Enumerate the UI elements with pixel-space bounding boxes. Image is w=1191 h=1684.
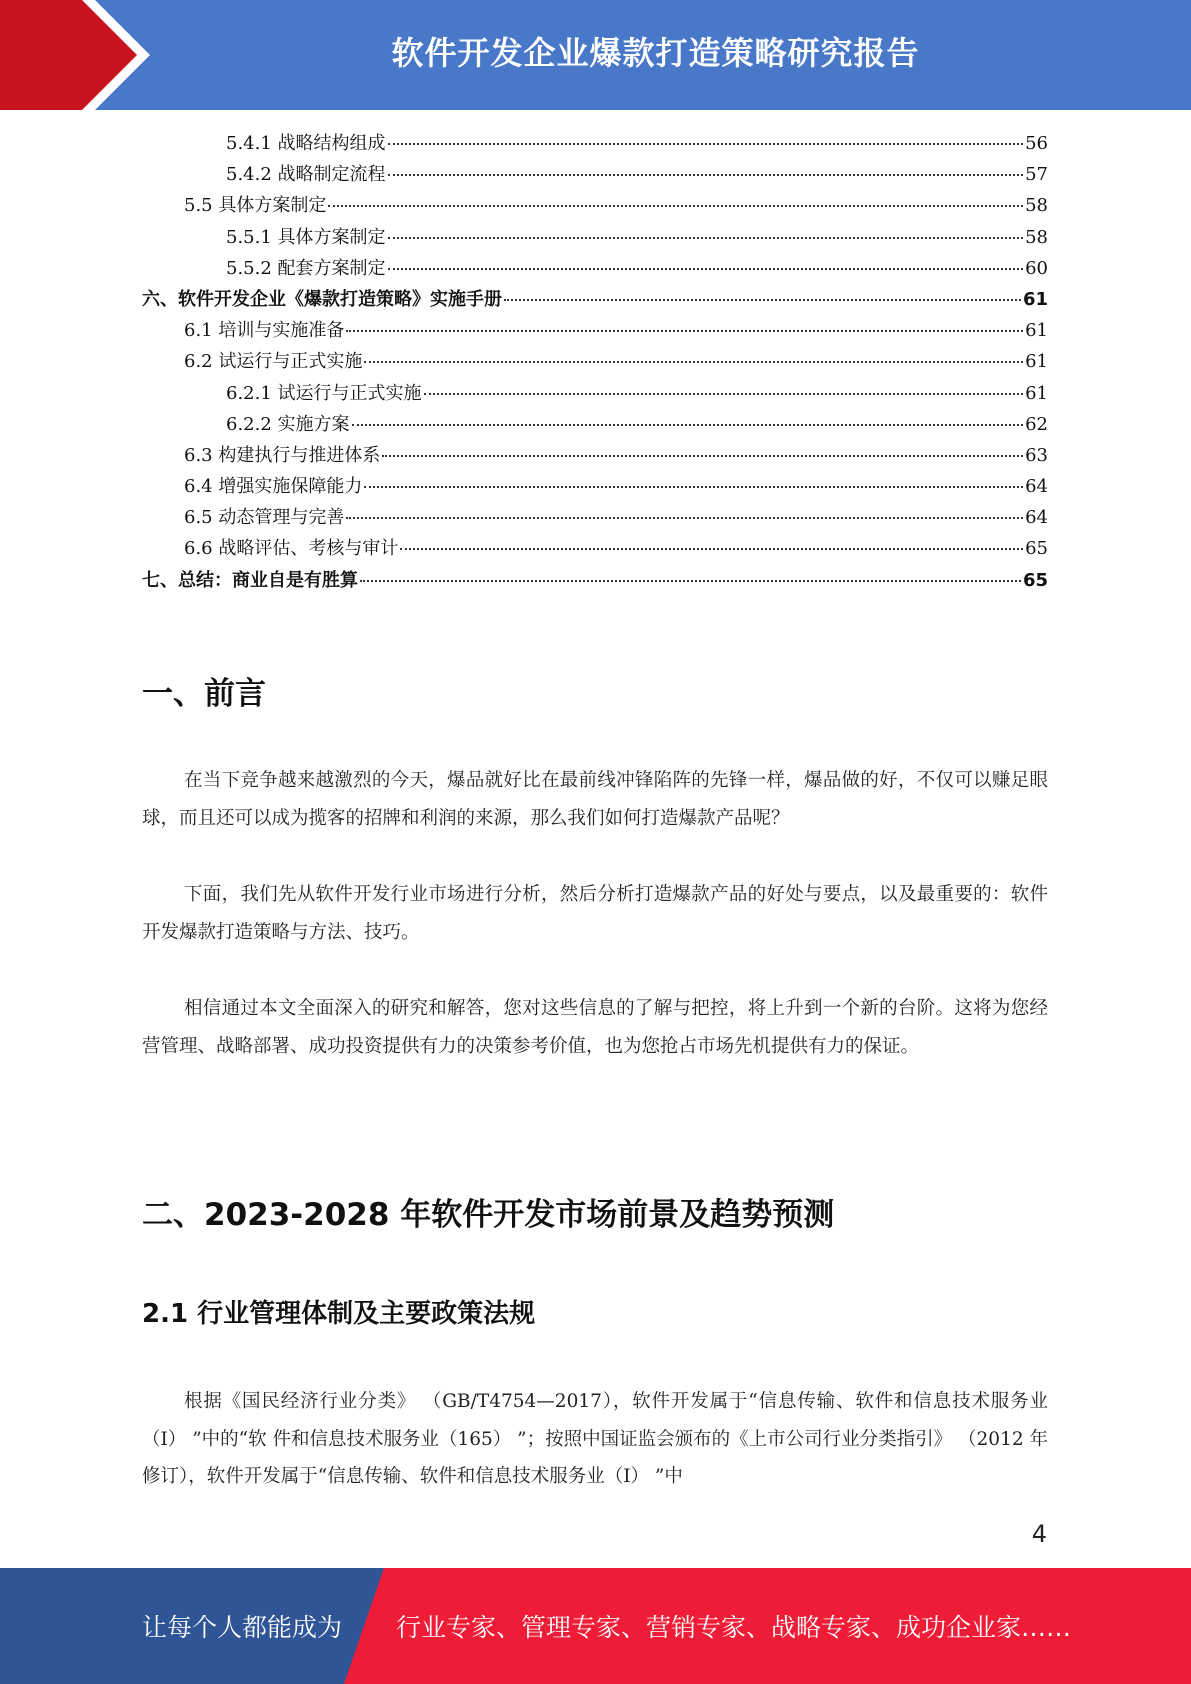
toc-entry[interactable] bbox=[142, 565, 1048, 596]
toc-entry-label: 6.5 动态管理与完善 bbox=[184, 507, 345, 529]
header-arrow-decoration bbox=[0, 0, 160, 110]
paragraph: 下面，我们先从软件开发行业市场进行分析，然后分析打造爆款产品的好处与要点，以及最重要的：软件开发爆款打造策略与方法、技巧。 bbox=[142, 884, 1048, 943]
toc-entry-label: 5.5 具体方案制定 bbox=[184, 195, 327, 217]
toc-dot-leader bbox=[400, 548, 1023, 550]
toc-entry[interactable] bbox=[142, 284, 1048, 315]
toc-dot-leader bbox=[364, 361, 1023, 363]
toc-entry-page: 63 bbox=[1025, 444, 1048, 466]
toc-entry-label: 5.5.2 配套方案制定 bbox=[226, 257, 386, 279]
toc-dot-leader bbox=[388, 174, 1024, 176]
paragraph: 根据《国民经济行业分类》 （GB/T4754—2017），软件开发属于“信息传输、软件和信息技术服务业（I） ”中的“软 件和信息技术服务业（165） ”；按照中国证监会颁布的《上市公司行业分类指引》 （2012 年修订），软件开发属于“信息传输、软件和信息技术服务业（I） ”中 bbox=[142, 1391, 1048, 1487]
toc-entry-label: 六、软件开发企业《爆款打造策略》实施手册 bbox=[142, 288, 502, 310]
toc-entry-page: 61 bbox=[1025, 320, 1048, 342]
toc-entry-label: 5.5.1 具体方案制定 bbox=[226, 226, 386, 248]
toc-entry-label: 七、总结：商业自是有胜算 bbox=[142, 569, 358, 591]
toc-dot-leader bbox=[364, 486, 1023, 488]
toc-entry[interactable] bbox=[142, 409, 1048, 440]
toc-entry[interactable] bbox=[142, 253, 1048, 284]
footer-slogan-right: 行业专家、管理专家、营销专家、战略专家、成功企业家…… bbox=[396, 1613, 1072, 1642]
paragraph: 在当下竞争越来越激烈的今天，爆品就好比在最前线冲锋陷阵的先锋一样，爆品做的好，不仅可以赚足眼球，而且还可以成为揽客的招牌和利润的来源，那么我们如何打造爆款产品呢？ bbox=[142, 770, 1048, 829]
toc-dot-leader bbox=[346, 517, 1023, 519]
toc-entry-label: 5.4.1 战略结构组成 bbox=[226, 133, 386, 154]
toc-entry-page: 61 bbox=[1025, 351, 1048, 373]
toc-dot-leader bbox=[504, 299, 1021, 301]
toc-entry-page: 61 bbox=[1025, 382, 1048, 404]
toc-entry-page: 56 bbox=[1025, 133, 1048, 154]
toc-entry-page: 61 bbox=[1022, 288, 1048, 310]
toc-entry[interactable] bbox=[142, 346, 1048, 377]
toc-entry[interactable] bbox=[142, 378, 1048, 409]
toc-entry-page: 64 bbox=[1025, 507, 1048, 529]
toc-dot-leader bbox=[328, 205, 1023, 207]
page-number: 4 bbox=[1031, 1520, 1047, 1548]
section-heading-market: 二、2023-2028 年软件开发市场前景及趋势预测 bbox=[142, 1197, 835, 1233]
table-of-contents bbox=[142, 128, 1048, 596]
toc-dot-leader bbox=[346, 330, 1023, 332]
paragraph: 相信通过本文全面深入的研究和解答，您对这些信息的了解与把控，将上升到一个新的台阶。这将为您经营管理、战略部署、成功投资提供有力的决策参考价值，也为您抢占市场先机提供有力的保证。 bbox=[142, 998, 1048, 1057]
toc-dot-leader bbox=[388, 268, 1024, 270]
toc-dot-leader bbox=[352, 424, 1024, 426]
page-footer bbox=[0, 1568, 1191, 1684]
toc-dot-leader bbox=[424, 393, 1024, 395]
toc-entry[interactable] bbox=[142, 222, 1048, 253]
toc-entry-label: 6.6 战略评估、考核与审计 bbox=[184, 538, 399, 560]
toc-entry-page: 64 bbox=[1025, 476, 1048, 498]
toc-entry-page: 58 bbox=[1025, 195, 1048, 217]
toc-dot-leader bbox=[388, 237, 1024, 239]
header-title: 软件开发企业爆款打造策略研究报告 bbox=[391, 34, 920, 72]
toc-entry-label: 6.2.2 实施方案 bbox=[226, 413, 350, 435]
section-heading-preface: 一、前言 bbox=[142, 676, 266, 712]
subsection-heading: 2.1 行业管理体制及主要政策法规 bbox=[142, 1299, 536, 1329]
toc-entry[interactable] bbox=[142, 502, 1048, 533]
toc-entry-page: 65 bbox=[1025, 538, 1048, 560]
toc-dot-leader bbox=[388, 143, 1024, 145]
toc-entry[interactable] bbox=[142, 471, 1048, 502]
toc-entry[interactable] bbox=[142, 128, 1048, 159]
toc-entry-page: 65 bbox=[1022, 569, 1048, 591]
toc-entry[interactable] bbox=[142, 190, 1048, 221]
toc-dot-leader bbox=[382, 455, 1023, 457]
page-header bbox=[0, 0, 1191, 110]
toc-entry-label: 6.4 增强实施保障能力 bbox=[184, 476, 363, 498]
toc-entry[interactable] bbox=[142, 315, 1048, 346]
toc-entry-label: 6.2 试运行与正式实施 bbox=[184, 351, 363, 373]
toc-entry-label: 6.1 培训与实施准备 bbox=[184, 320, 345, 342]
toc-entry-page: 58 bbox=[1025, 226, 1048, 248]
toc-dot-leader bbox=[360, 580, 1021, 582]
toc-entry-page: 57 bbox=[1025, 164, 1048, 186]
toc-entry-label: 6.3 构建执行与推进体系 bbox=[184, 444, 381, 466]
toc-entry[interactable] bbox=[142, 440, 1048, 471]
toc-entry[interactable] bbox=[142, 533, 1048, 564]
toc-entry-label: 5.4.2 战略制定流程 bbox=[226, 164, 386, 186]
toc-entry[interactable] bbox=[142, 159, 1048, 190]
toc-entry-label: 6.2.1 试运行与正式实施 bbox=[226, 382, 422, 404]
footer-slogan-left: 让每个人都能成为 bbox=[142, 1613, 343, 1642]
toc-entry-page: 62 bbox=[1025, 413, 1048, 435]
toc-entry-page: 60 bbox=[1025, 257, 1048, 279]
